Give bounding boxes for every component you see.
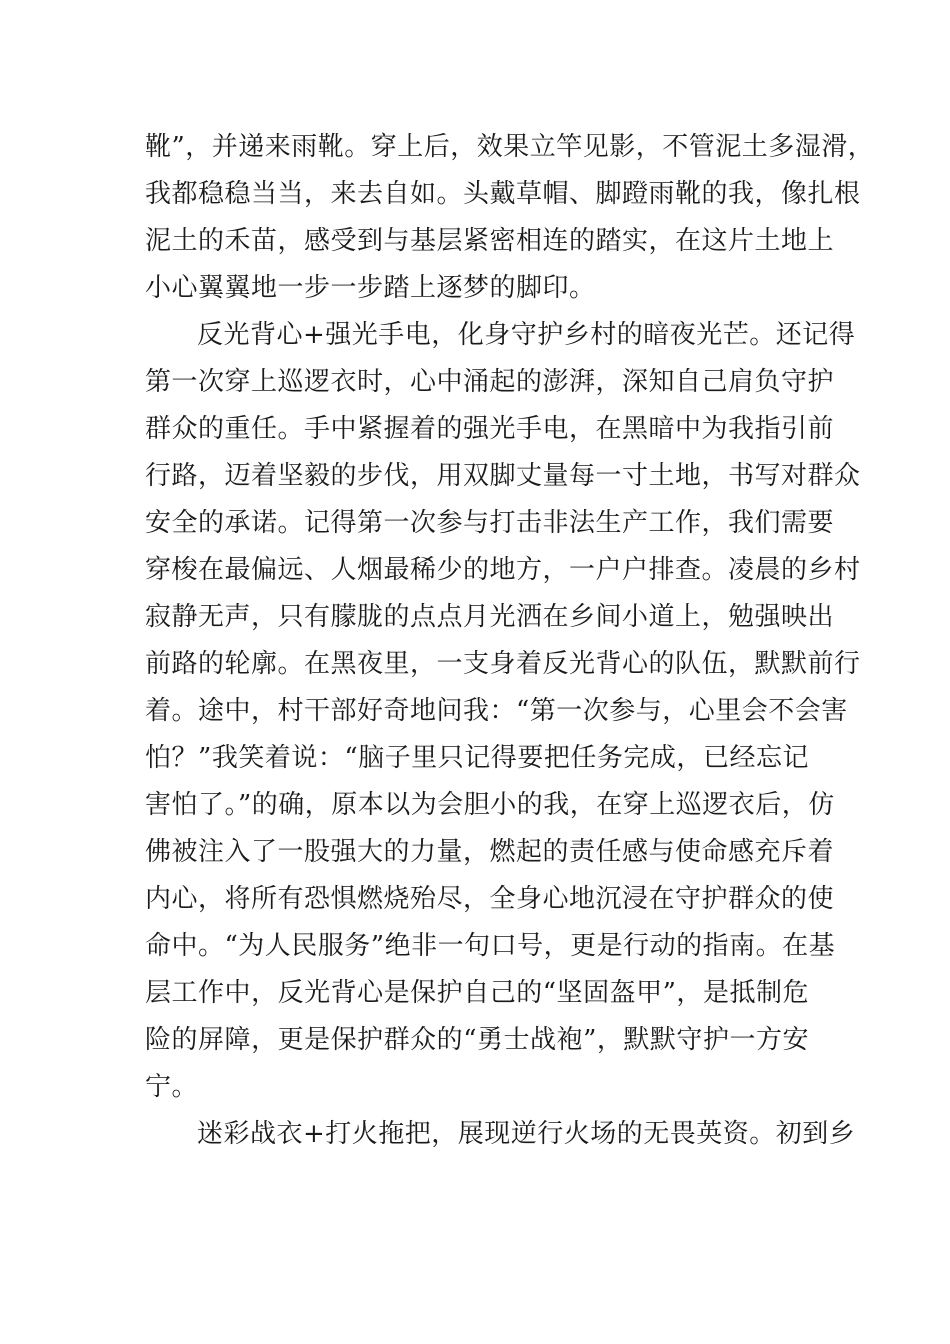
text-line: 穿梭在最偏远、人烟最稀少的地方，一户户排查。凌晨的乡村: [145, 555, 861, 585]
text-line: 我都稳稳当当，来去自如。头戴草帽、脚蹬雨靴的我，像扎根: [145, 179, 861, 209]
text-line: 靴”，并递来雨靴。穿上后，效果立竿见影，不管泥土多湿滑，: [145, 132, 875, 162]
text-line: 怕？”我笑着说：“脑子里只记得要把任务完成，已经忘记: [145, 743, 809, 773]
text-line: 行路，迈着坚毅的步伐，用双脚丈量每一寸土地，书写对群众: [145, 461, 861, 491]
text-line: 迷彩战衣+打火拖把，展现逆行火场的无畏英资。初到乡: [197, 1119, 856, 1149]
text-line: 前路的轮廓。在黑夜里，一支身着反光背心的队伍，默默前行: [145, 649, 861, 679]
text-line: 内心，将所有恐惧燃烧殆尽，全身心地沉浸在守护群众的使: [145, 884, 835, 914]
text-line: 佛被注入了一股强大的力量，燃起的责任感与使命感充斥着: [145, 837, 835, 867]
text-line: 害怕了。”的确，原本以为会胆小的我，在穿上巡逻衣后，仿: [145, 790, 835, 820]
text-line: 寂静无声，只有朦胧的点点月光洒在乡间小道上，勉强映出: [145, 602, 835, 632]
text-line: 宁。: [145, 1072, 199, 1102]
paragraph-3: [145, 1111, 856, 1158]
text-line: 泥土的禾苗，感受到与基层紧密相连的踏实，在这片土地上: [145, 226, 835, 256]
text-line: 群众的重任。手中紧握着的强光手电，在黑暗中为我指引前: [145, 414, 835, 444]
paragraph-2: [145, 312, 861, 1111]
document-body: [145, 124, 875, 1158]
text-line: 安全的承诺。记得第一次参与打击非法生产工作，我们需要: [145, 508, 835, 538]
paragraph-1: [145, 124, 875, 312]
text-line: 小心翼翼地一步一步踏上逐梦的脚印。: [145, 273, 596, 303]
text-line: 反光背心+强光手电，化身守护乡村的暗夜光芒。还记得: [197, 320, 856, 350]
text-line: 着。途中，村干部好奇地问我：“第一次参与，心里会不会害: [145, 696, 848, 726]
text-line: 第一次穿上巡逻衣时，心中涌起的澎湃，深知自己肩负守护: [145, 367, 835, 397]
text-line: 险的屏障，更是保护群众的“勇士战袍”，默默守护一方安: [145, 1025, 809, 1055]
text-line: 层工作中，反光背心是保护自己的“坚固盔甲”，是抵制危: [145, 978, 809, 1008]
text-line: 命中。“为人民服务”绝非一句口号，更是行动的指南。在基: [145, 931, 836, 961]
